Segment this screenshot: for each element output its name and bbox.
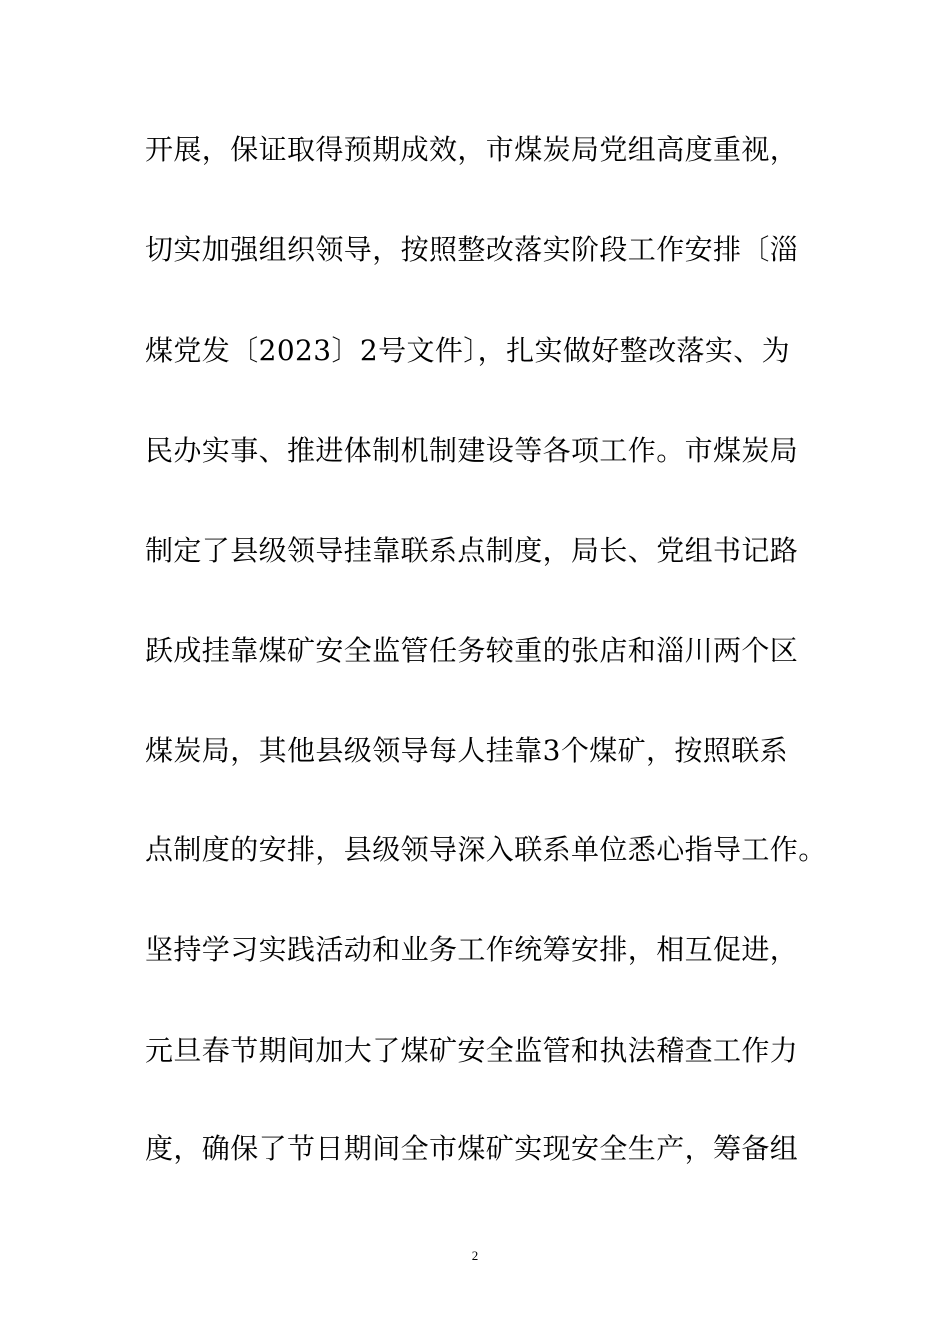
body-text-line: 坚持学习实践活动和业务工作统筹安排，相互促进， [145,933,799,966]
page-number: 2 [471,1248,479,1263]
body-text-line: 煤炭局，其他县级领导每人挂靠3个煤矿，按照联系 [145,734,789,767]
body-text-line: 元旦春节期间加大了煤矿安全监管和执法稽查工作力 [145,1034,799,1067]
body-text-line: 开展，保证取得预期成效，市煤炭局党组高度重视， [145,133,799,166]
body-text-line: 跃成挂靠煤矿安全监管任务较重的张店和淄川两个区 [145,634,799,667]
body-text-line: 民办实事、推进体制机制建设等各项工作。市煤炭局 [145,434,799,467]
body-text-line: 度，确保了节日期间全市煤矿实现安全生产，筹备组 [145,1132,799,1165]
body-text-line: 煤党发〔2023〕2号文件〕，扎实做好整改落实、为 [145,334,791,367]
body-text-line: 点制度的安排，县级领导深入联系单位悉心指导工作。 [145,833,827,866]
body-text-line: 制定了县级领导挂靠联系点制度，局长、党组书记路 [145,534,799,567]
body-text-line: 切实加强组织领导，按照整改落实阶段工作安排〔淄 [145,233,799,266]
